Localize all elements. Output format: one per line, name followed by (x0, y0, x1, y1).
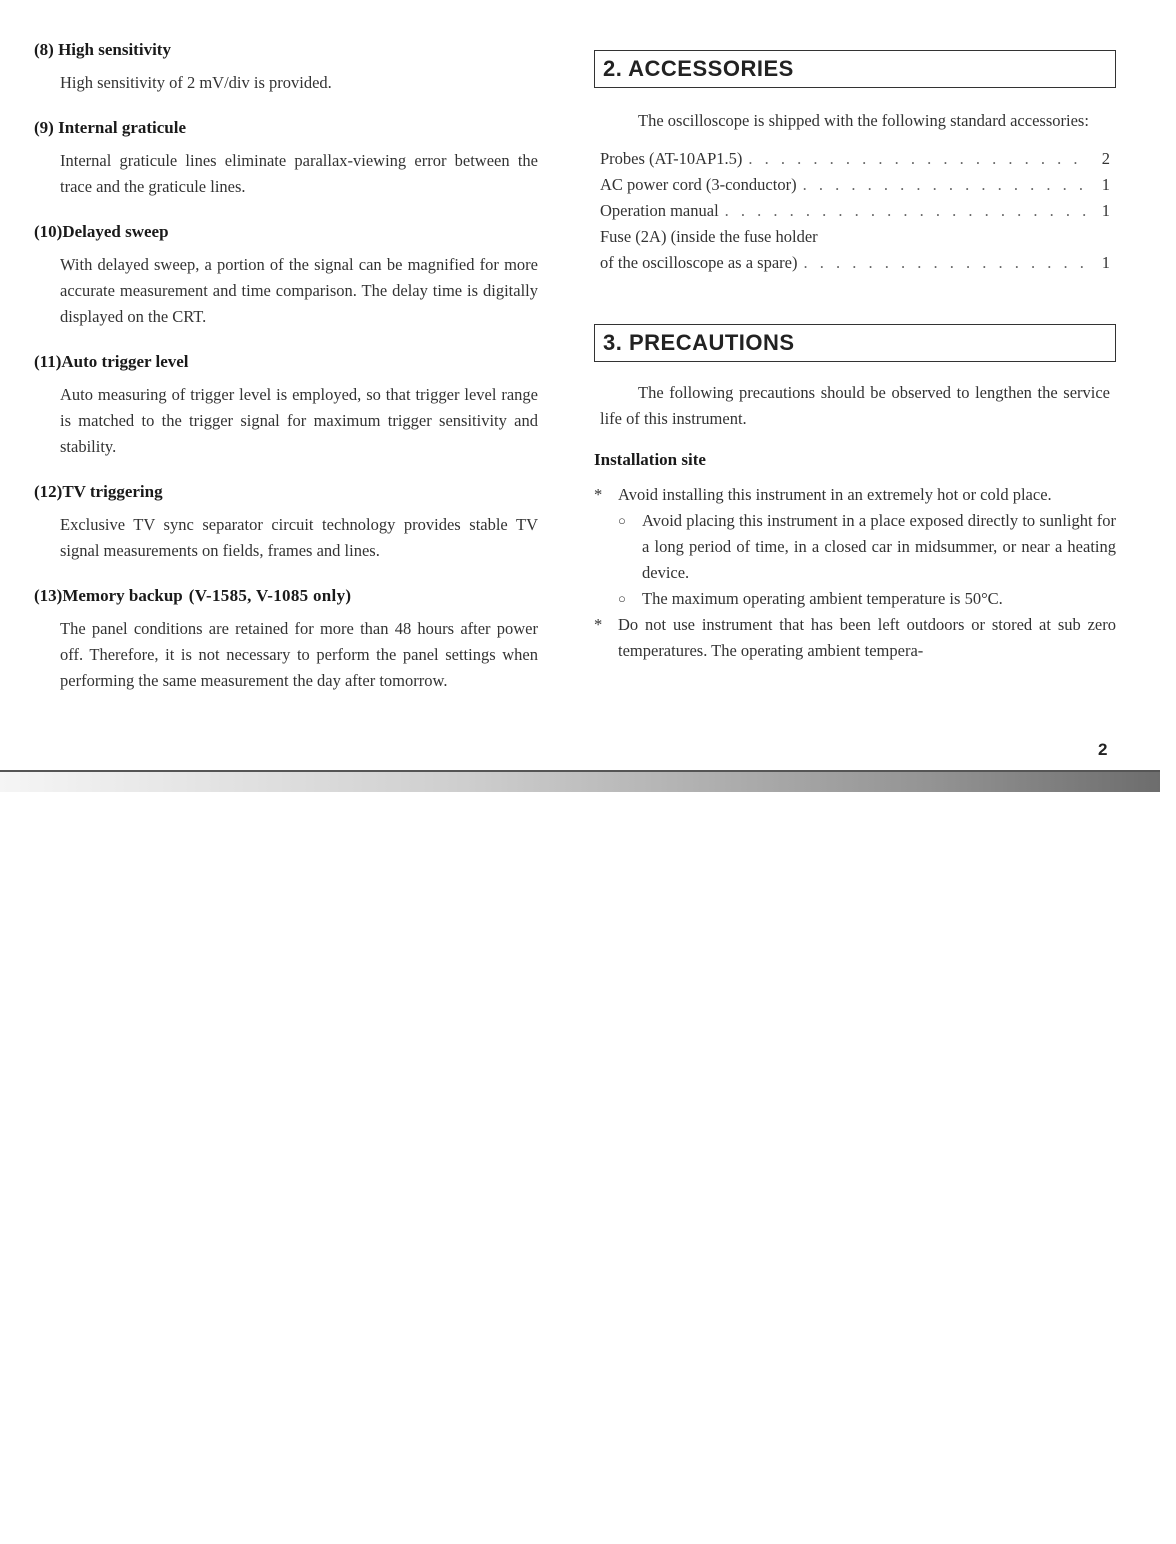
accessory-row: Fuse (2A) (inside the fuse holder (600, 227, 818, 246)
precaution-bullet: * Do not use instrument that has been left outdoors or stored at sub zero temperatures. The operating ambient tempera- (594, 612, 1116, 664)
feature-heading: (11)Auto trigger level (34, 352, 189, 371)
accessory-row: of the oscilloscope as a spare) . . . 1 (600, 250, 1110, 276)
feature-body: The panel conditions are retained for more than 48 hours after power off. Therefore, it is not necessary to perform the panel settings when performing the same measurement the day after tomorrow. (60, 619, 538, 690)
feature-heading: (10)Delayed sweep (34, 222, 169, 241)
asterisk-icon: * (594, 485, 603, 504)
precaution-sub-bullet: ○ The maximum operating ambient temperature is 50°C. (618, 586, 1116, 612)
feature-item (34, 220, 538, 330)
features-column (34, 38, 538, 714)
installation-site-heading: Installation site (594, 450, 706, 469)
feature-item (34, 480, 538, 564)
feature-heading: (8) High sensitivity (34, 40, 171, 59)
asterisk-icon: * (594, 615, 603, 634)
precaution-bullet: * Avoid installing this instrument in an extremely hot or cold place. (594, 482, 1116, 508)
accessory-row: Operation manual . . . 1 (600, 198, 1110, 224)
dot-leader (803, 172, 1090, 198)
dot-leader (725, 198, 1090, 224)
page-number: 2 (1098, 740, 1108, 759)
feature-item (34, 116, 538, 200)
accessory-row: AC power cord (3-conductor) . . . 1 (600, 172, 1110, 198)
dot-leader (803, 250, 1090, 276)
circle-icon: ○ (618, 591, 626, 606)
accessory-row: Probes (AT-10AP1.5) . . . 2 (600, 146, 1110, 172)
precautions-heading: 3. PRECAUTIONS (594, 324, 1116, 362)
accessories-heading: 2. ACCESSORIES (594, 50, 1116, 88)
model-note: (V-1585, V-1085 only) (188, 586, 352, 605)
page-divider (0, 770, 1160, 772)
feature-body: Auto measuring of trigger level is employed, so that trigger level range is matched to the trigger signal for maximum trigger sensitivity and stability. (60, 385, 538, 456)
feature-body: High sensitivity of 2 mV/div is provided. (60, 73, 332, 92)
feature-heading: (9) Internal graticule (34, 118, 187, 137)
feature-item (34, 38, 538, 96)
feature-heading: (12)TV triggering (34, 482, 163, 501)
circle-icon: ○ (618, 513, 626, 528)
feature-heading: (13)Memory backup (V-1585, V-1085 only) (34, 586, 352, 605)
scan-edge (0, 770, 1160, 792)
feature-body: Internal graticule lines eliminate parallax-viewing error between the trace and the graticule lines. (60, 151, 538, 196)
feature-body: Exclusive TV sync separator circuit technology provides stable TV signal measurements on fields, frames and lines. (60, 515, 538, 560)
feature-item (34, 350, 538, 460)
accessories-intro: The oscilloscope is shipped with the following standard accessories: (638, 111, 1089, 130)
dot-leader (748, 146, 1090, 172)
precaution-sub-bullet: ○ Avoid placing this instrument in a place exposed directly to sunlight for a long period of time, in a closed car in midsummer, or near a heating device. (618, 508, 1116, 586)
right-column (594, 50, 1116, 664)
feature-item (34, 584, 538, 694)
precautions-intro: The following precautions should be observed to lengthen the service life of this instrument. (600, 383, 1110, 428)
accessories-list (600, 146, 1110, 276)
feature-body: With delayed sweep, a portion of the signal can be magnified for more accurate measurement and time comparison. The delay time is digitally displayed on the CRT. (60, 255, 538, 326)
